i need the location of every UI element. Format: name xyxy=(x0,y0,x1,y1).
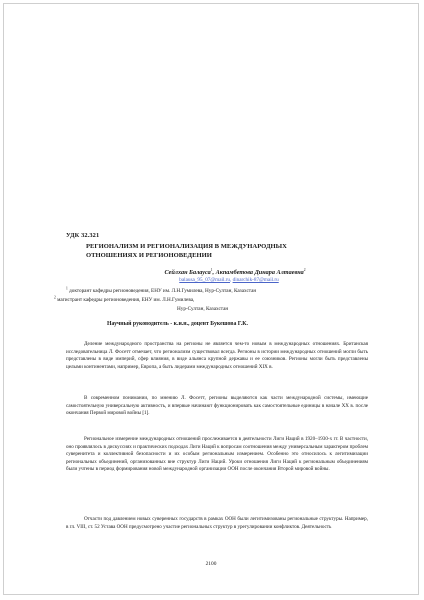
affiliation-1-mark: 1 xyxy=(66,286,68,291)
udk-code: УДК 32.321 xyxy=(66,232,100,239)
supervisor-line: Научный руководитель - к.и.н., доцент Букешова Г.К. xyxy=(107,321,248,327)
paragraph-3 xyxy=(66,436,368,474)
paragraph-4-text: Отчасти под давлением новых суверенных государств в рамках ООН были легитимизованы региональные структуры. Например, в гл. VIII, ст. 52 Устава ООН предусмотрено участие региональных структур в урегулировании конфликтов. Деятельность xyxy=(66,516,368,530)
paragraph-4 xyxy=(66,516,368,531)
author-separator: , xyxy=(212,269,216,276)
article-title xyxy=(86,242,366,260)
paragraph-2-text: В современном понимании, по мнению Л. Фосетт, регионы выделяются как части международной системы, имеющие самостоятельную универсальную активность, и впервые начинают функционировать как самостоятельные единицы в начале XX в. после окончания Первой мировой войны [1]. xyxy=(66,395,368,417)
author-1-mark: 1 xyxy=(210,267,213,272)
paragraph-3-text: Региональное измерение международных отношений прослеживается в деятельности Лиги Наций в 1920–1930-х гг. В частности, оно проявлялось в дискуссиях и практических подходах Лиги Наций к вопросам соотношения между универсальным характером проблем суверенитета и коллективной безопасности и их особым региональным измерением. Особенно это относилось к легитимизации региональных объединений, организованных вне структур Лиги Наций. Уроки отношения Лиги Наций к региональным объединениям были учтены в период формирования новой международной организации ООН после окончания Второй мировой войны. xyxy=(66,436,368,473)
affiliation-1-text: докторант кафедры регионоведения, ЕНУ им. Л.Н.Гумилева, Нур-Султан, Казахстан xyxy=(67,288,257,294)
email-1-link[interactable]: balausa_95_07@mail.ru xyxy=(179,277,230,283)
author-2-mark: 2 xyxy=(303,267,306,272)
page-content xyxy=(4,4,418,594)
affiliation-2-location: Нур-Султан, Казахстан xyxy=(177,306,229,312)
affiliation-1 xyxy=(66,287,366,295)
title-line-2: ОТНОШЕНИЯХ И РЕГИОНОВЕДЕНИИ xyxy=(86,252,212,259)
affiliation-2-mark: 2 xyxy=(54,295,56,300)
author-1: Сейлхан Балауса xyxy=(164,269,211,276)
email-2-link[interactable]: dinarchik-87@mail.ru xyxy=(232,277,279,283)
paragraph-1-text: Деление международного пространства на регионы не является чем-то новым в международных отношениях. Британская исследовательница Л. Фосетт отмечает, что регионализм существовал всегда. Регионы в истории международных отношений могли быть представлены в виде империй, сфер влияния, в виде альянса крупной державы и ее союзников. Регионы могли быть представлены целыми континентами, например, Европа, а быть лидерами международных отношений XIX в. xyxy=(66,341,368,370)
author-2: Акпамбетова Динара Алтаевна xyxy=(215,269,304,276)
page-number: 2100 xyxy=(205,561,217,567)
authors-line xyxy=(120,269,350,277)
affiliation-2-text: магистрант кафедры регионоведения, ЕНУ им. Л.Н.Гумилева, xyxy=(55,297,195,303)
document-page xyxy=(3,3,419,595)
paragraph-1 xyxy=(66,341,368,371)
title-line-1: РЕГИОНАЛИЗМ И РЕГИОНАЛИЗАЦИЯ В МЕЖДУНАРОДНЫХ xyxy=(86,243,287,250)
affiliation-2 xyxy=(54,296,354,304)
email-separator: , xyxy=(230,277,233,283)
paragraph-2 xyxy=(66,395,368,418)
emails-line xyxy=(144,277,314,285)
